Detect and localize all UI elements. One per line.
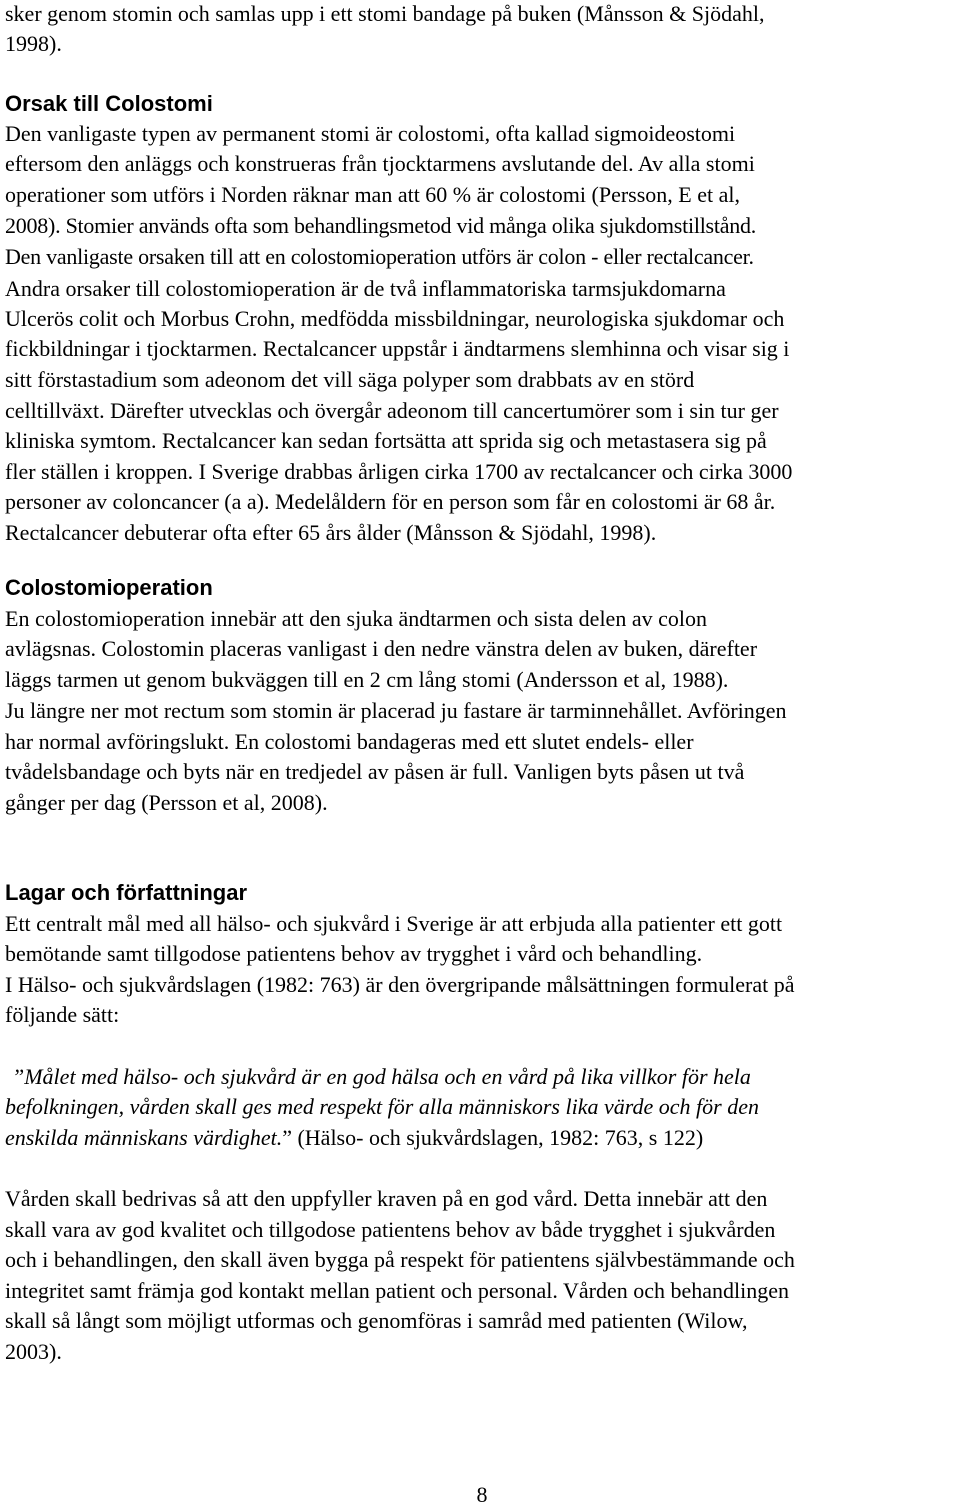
- body-text-line: Vården skall bedrivas så att den uppfyller kraven på en god vård. Detta innebär att den: [5, 1186, 768, 1211]
- body-text-line: Ju längre ner mot rectum som stomin är placerad ju fastare är tarminnehållet. Avföringen: [5, 698, 787, 723]
- quote-line: [5, 1123, 703, 1153]
- body-text-line: operationer som utförs i Norden räknar man att 60 % är colostomi (Persson, E et al,: [5, 182, 740, 207]
- body-text-line: En colostomioperation innebär att den sjuka ändtarmen och sista delen av colon: [5, 606, 707, 631]
- section-heading-lagar: Lagar och författningar: [5, 880, 248, 905]
- quote-line: befolkningen, vården skall ges med respekt för alla människors lika värde och för den: [5, 1094, 759, 1119]
- body-text-line: har normal avföringslukt. En colostomi bandageras med ett slutet endels- eller: [5, 729, 694, 754]
- body-text-line: gånger per dag (Persson et al, 2008).: [5, 790, 328, 815]
- body-text-line: bemötande samt tillgodose patientens behov av trygghet i vård och behandling.: [5, 941, 703, 966]
- body-text-line: kliniska symtom. Rectalcancer kan sedan fortsätta att sprida sig och metastasera sig på: [5, 428, 767, 453]
- body-text-line: 2008). Stomier används ofta som behandlingsmetod vid många olika sjukdomstillstånd.: [5, 213, 756, 238]
- body-text-line: Den vanligaste orsaken till att en colostomioperation utförs är colon - eller rectalcancer.: [5, 244, 754, 269]
- body-text-line: och i behandlingen, den skall även bygga på respekt för patientens självbestämmande och: [5, 1247, 795, 1272]
- section-heading-colostomioperation: Colostomioperation: [5, 575, 213, 600]
- body-text-line: läggs tarmen ut genom bukväggen till en 2 cm lång stomi (Andersson et al, 1988).: [5, 667, 729, 692]
- page-number: 8: [476, 1482, 488, 1507]
- quote-citation: ” (Hälso- och sjukvårdslagen, 1982: 763, s 122): [282, 1125, 704, 1150]
- body-text-line: sker genom stomin och samlas upp i ett stomi bandage på buken (Månsson & Sjödahl,: [5, 1, 765, 26]
- body-text-line: personer av coloncancer (a a). Medelåldern för en person som får en colostomi är 68 år.: [5, 489, 776, 514]
- body-text-line: celltillväxt. Därefter utvecklas och övergår adeonom till cancertumörer som i sin tur ger: [5, 398, 779, 423]
- section-heading-orsak: Orsak till Colostomi: [5, 91, 213, 116]
- body-text-line: 2003).: [5, 1339, 62, 1364]
- quote-line: ”Målet med hälso- och sjukvård är en god hälsa och en vård på lika villkor för hela: [12, 1064, 751, 1089]
- body-text-line: Ulcerös colit och Morbus Crohn, medfödda missbildningar, neurologiska sjukdomar och: [5, 306, 785, 331]
- body-text-line: tvådelsbandage och byts när en tredjedel av påsen är full. Vanligen byts påsen ut två: [5, 759, 745, 784]
- body-text-line: sitt förstastadium som adeonom det vill säga polyper som drabbats av en störd: [5, 367, 695, 392]
- body-text-line: Ett centralt mål med all hälso- och sjukvård i Sverige är att erbjuda alla patienter ett gott: [5, 911, 783, 936]
- body-text-line: fickbildningar i tjocktarmen. Rectalcancer uppstår i ändtarmens slemhinna och visar sig i: [5, 336, 790, 361]
- body-text-line: avlägsnas. Colostomin placeras vanligast i den nedre vänstra delen av buken, därefter: [5, 636, 758, 661]
- body-text-line: Rectalcancer debuterar ofta efter 65 års ålder (Månsson & Sjödahl, 1998).: [5, 520, 657, 545]
- body-text-line: 1998).: [5, 31, 62, 56]
- body-text-line: I Hälso- och sjukvårdslagen (1982: 763) är den övergripande målsättningen formulerat på: [5, 972, 795, 997]
- body-text-line: fler ställen i kroppen. I Sverige drabbas årligen cirka 1700 av rectalcancer och cirka 3000: [5, 459, 793, 484]
- body-text-line: skall vara av god kvalitet och tillgodose patientens behov av både trygghet i sjukvården: [5, 1217, 776, 1242]
- quote-italic-end: enskilda människans värdighet.: [5, 1125, 283, 1150]
- body-text-line: integritet samt främja god kontakt mellan patient och personal. Vården och behandlingen: [5, 1278, 790, 1303]
- body-text-line: Andra orsaker till colostomioperation är de två inflammatoriska tarmsjukdomarna: [5, 276, 726, 301]
- body-text-line: eftersom den anläggs och konstrueras från tjocktarmens avslutande del. Av alla stomi: [5, 151, 755, 176]
- body-text-line: Den vanligaste typen av permanent stomi är colostomi, ofta kallad sigmoideostomi: [5, 121, 736, 146]
- body-text-line: följande sätt:: [5, 1002, 120, 1027]
- body-text-line: skall så långt som möjligt utformas och genomföras i samråd med patienten (Wilow,: [5, 1308, 748, 1333]
